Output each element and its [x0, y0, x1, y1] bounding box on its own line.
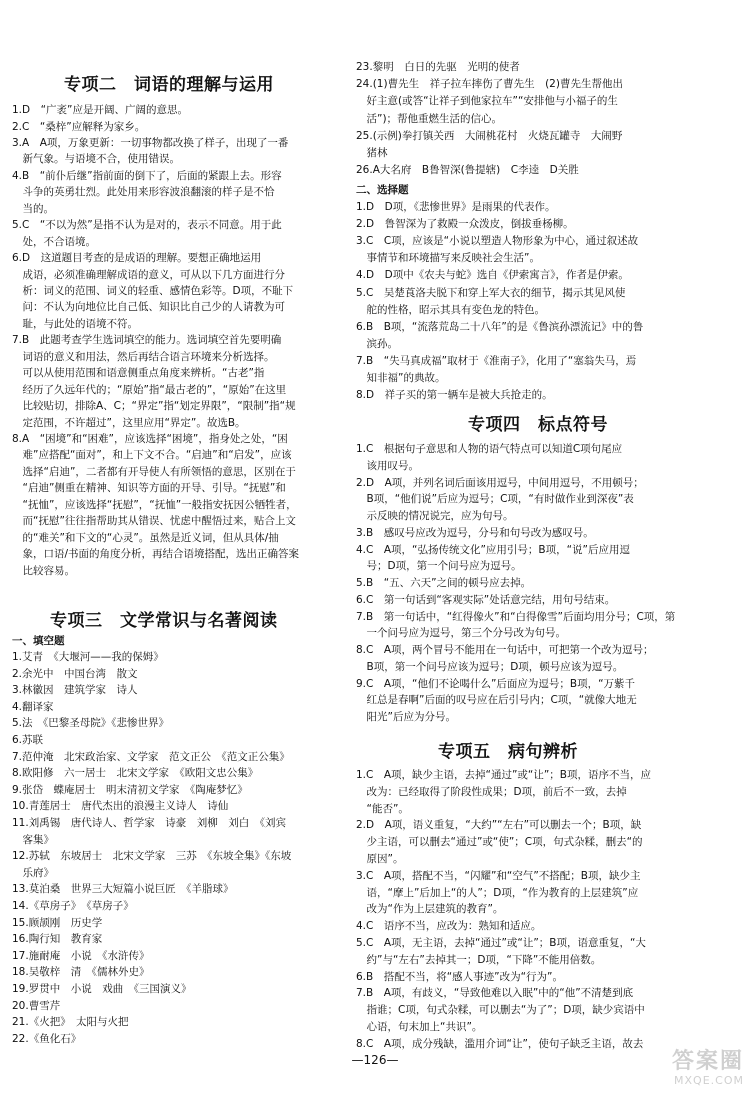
page-number: —126—: [351, 1053, 399, 1067]
answer-line: 选择“启迪”，二者都有开导使人有所领悟的意思，区别在于: [12, 465, 296, 478]
answer-line: 5.法 《巴黎圣母院》《悲惨世界》: [12, 717, 170, 730]
answer-line: 析：词义的范围、词义的轻重、感情色彩等。D项，不耻下: [12, 284, 294, 297]
answer-line: 6.B B项，“流落荒岛二十八年”的是《鲁滨孙漂流记》中的鲁: [356, 320, 644, 333]
answer-line: 示反映的情况说完，应为句号。: [356, 510, 514, 522]
answer-line: 成语，必须准确理解成语的意义，可从以下几方面进行分: [12, 268, 285, 281]
answer-line: 8.A “困境”和“困难”，应该选择“困境”，指身处之处，“困: [12, 433, 288, 445]
answer-line: 6.D 这道题目考查的是成语的理解。要想正确地运用: [12, 252, 262, 264]
heading-section-5: 专项五 病句辨析: [438, 742, 578, 762]
heading-section-2: 专项二 词语的理解与运用: [64, 75, 274, 95]
answer-line: 6.C 第一句话到“客观实际”处话意完结，用句号结束。: [356, 593, 616, 606]
heading-section-3: 专项三 文学常识与名著阅读: [50, 611, 278, 631]
answer-line: 活”)；帮他重燃生活的信心。: [356, 112, 503, 125]
answer-line: 4.D D项中《农夫与蛇》选自《伊索寓言》，作者是伊索。: [356, 269, 629, 282]
watermark-text: 答案圈: [671, 1049, 744, 1074]
answer-line: 9.C A项，“他们不论喝什么”后面应为逗号；B项，“万紫千: [356, 677, 636, 690]
answer-line: “能否”。: [356, 802, 409, 815]
answer-line: 7.B 此题考查学生选词填空的能力。选词填空首先要明确: [12, 334, 282, 347]
answer-line: 13.莫泊桑 世界三大短篇小说巨匠 《羊脂球》: [12, 883, 234, 896]
answer-line: 经历了久远年代的；“原始”指“最古老的”，“原始”在这里: [12, 383, 287, 396]
answer-line: 8.C A项，两个冒号不能用在一句话中，可把第一个改为逗号；: [356, 644, 654, 656]
answer-line: 号；D项，第一个问号应为逗号。: [356, 560, 522, 573]
answer-line: 4.B “前仆后继”指前面的倒下了，后面的紧跟上去。形容: [12, 169, 282, 182]
heading-section-4: 专项四 标点符号: [468, 415, 608, 435]
answer-line: 7.范仲淹 北宋政治家、文学家 范文正公 《范文正公集》: [12, 750, 290, 763]
answer-line: 新气象。与语境不合，使用错误。: [12, 153, 180, 166]
answer-line: 20.曹雪芹: [12, 999, 61, 1012]
answer-line: B项，“他们说”后应为逗号；C项，“有时做作业到深夜”表: [356, 493, 634, 506]
answer-line: 4.C 语序不当，应改为：熟知和适应。: [356, 920, 542, 933]
answer-line: 23.黎明 白日的先驱 光明的使者: [356, 61, 520, 73]
answer-line: 8.C A项，成分残缺，滥用介词“让”，使句子缺乏主语，故去: [356, 1037, 644, 1050]
answer-line: 14.《草房子》 《草房子》: [12, 900, 134, 912]
answer-line: 6.苏联: [12, 734, 44, 746]
answer-line: 问：不认为向地位比自己低、知识比自己少的人请教为可: [12, 301, 285, 314]
answer-line: 16.陶行知 教育家: [12, 933, 103, 946]
answer-line: 定范围，不许超过”，这里应用“界定”。故选B。: [12, 416, 246, 429]
answer-line: 4.C A项，“弘扬传统文化”应用引号；B项，“说”后应用逗: [356, 543, 630, 556]
answer-line: 22.《鱼化石》: [12, 1032, 82, 1045]
answer-line: 指谁；C项，句式杂糅，可以删去“为了”；D项，缺少宾语中: [356, 1004, 645, 1017]
answer-line: 18.吴敬梓 清 《儒林外史》: [12, 966, 150, 979]
answer-line: 象，口语/书面的角度分析，再结合语境搭配，选出正确答案: [12, 548, 300, 561]
answer-line: 4.翻译家: [12, 700, 54, 713]
answer-line: 1.C 根据句子意思和人物的语气特点可以知道C项句尾应: [356, 443, 623, 455]
answer-line: 1.C A项，缺少主语，去掉“通过”或“让”；B项，语序不当，应: [356, 769, 651, 781]
answer-line: 3.C C项，应该是“小说以塑造人物形象为中心，通过叙述故: [356, 235, 639, 248]
answer-line: 乐府》: [12, 866, 54, 879]
answer-line: 的“难关”和下文的“心灵”。虽然是近义词，但从具体/抽: [12, 531, 279, 544]
answer-line: 6.B 搭配不当，将“感人事迹”改为“行为”。: [356, 970, 563, 983]
answer-line: 3.C A项，搭配不当，“闪耀”和“空气”不搭配；B项，缺少主: [356, 869, 641, 882]
answer-line: 25.(示例)拳打镇关西 大闹桃花村 火烧瓦罐寺 大闹野: [356, 129, 623, 142]
answer-line: 难”应搭配“面对”，和上下文不合。“启迪”和“启发”，应该: [12, 449, 292, 462]
answer-line: 事情节和环境描写来反映社会生活”。: [356, 252, 540, 265]
fill-in-label: 一、填空题: [12, 635, 65, 647]
answer-line: 改为：已经取得了阶段性成果；D项，前后不一致，去掉: [356, 785, 627, 798]
answer-line: “启迪”侧重在精神、知识等方面的开导、引导。“抚慰”和: [12, 482, 286, 495]
answer-line: 5.C 吴楚莨洛夫脱下和穿上军大衣的细节，揭示其见风使: [356, 286, 626, 299]
watermark-url: MXQE.COM: [674, 1074, 744, 1087]
answer-line: 红总是春啊”后面的叹号应在后引号内；C项，“就像大地无: [356, 694, 637, 707]
answer-line: 比较容易。: [12, 564, 75, 577]
answer-line: B项，第一个问号应该为逗号；D项，顿号应该为逗号。: [356, 660, 624, 673]
answer-line: 7.B “失马真成福”取材于《淮南子》，化用了“塞翁失马，焉: [356, 354, 637, 367]
answer-line: 原因”。: [356, 853, 404, 865]
answer-line: 可以从使用范围和语意侧重点角度来辨析。“古老”指: [12, 367, 265, 380]
answer-line: 15.顾颉刚 历史学: [12, 916, 103, 929]
answer-line: 3.A A项，万象更新：一切事物都改换了样子，出现了一番: [12, 136, 289, 149]
answer-line: 9.张岱 蝶庵居士 明末清初文学家 《陶庵梦忆》: [12, 783, 248, 796]
answer-line: 处，不合语境。: [12, 235, 96, 248]
answer-line: 12.苏轼 东坡居士 北宋文学家 三苏 《东坡全集》《东坡: [12, 850, 292, 863]
answer-line: 斗争的英勇壮烈。此处用来形容波浪翻滚的样子是不恰: [12, 186, 275, 199]
answer-line: 2.D A项，语义重复，“大约”“左右”可以删去一个；B项，缺: [356, 819, 642, 832]
answer-line: 10.青莲居士 唐代杰出的浪漫主义诗人 诗仙: [12, 800, 229, 813]
answer-line: 一个问号应为逗号，第三个分号改为句号。: [356, 627, 566, 640]
answer-line: 2.D A项，并列名词后面该用逗号，中间用逗号，不用顿号；: [356, 476, 644, 489]
answer-line: 2.D 鲁智深为了救殿一众泼皮，倒拔垂杨柳。: [356, 218, 574, 231]
answer-line: 比较贴切，排除A、C；“界定”指“划定界限”，“限制”指“规: [12, 400, 296, 413]
answer-line: 5.C “不以为然”是指不认为是对的，表示不同意。用于此: [12, 219, 282, 232]
answer-line: 11.刘禹锡 唐代诗人、哲学家 诗豪 刘柳 刘白 《刘宾: [12, 817, 286, 829]
answer-line: 语，“摩上”后加上“的人”；D项，“作为教育的上层建筑”应: [356, 886, 639, 899]
watermark-logo: [624, 1050, 744, 1090]
answer-line: 21.《火把》 太阳与火把: [12, 1016, 129, 1029]
answer-line: 7.B A项，有歧义，“导致他难以入眠”中的“他”不清楚到底: [356, 987, 634, 1000]
answer-line: 1.D D项，《悲惨世界》是雨果的代表作。: [356, 201, 556, 213]
answer-line: 24.(1)曹先生 祥子拉车摔伤了曹先生 (2)曹先生帮他出: [356, 78, 623, 91]
answer-line: 3.B 感叹号应改为逗号，分号和句号改为感叹号。: [356, 526, 594, 539]
answer-line: 改为“作为上层建筑的教育”。: [356, 903, 504, 916]
answer-line: 8.D 祥子买的第一辆车是被大兵抢走的。: [356, 389, 553, 402]
answer-line: 3.林徽因 建筑学家 诗人: [12, 684, 138, 697]
answer-line: 阳光”后应为分号。: [356, 711, 456, 723]
answer-line: 19.罗贯中 小说 戏曲 《三国演义》: [12, 983, 192, 995]
answer-line: 少主语，可以删去“通过”或“使”；C项，句式杂糅，删去“的: [356, 836, 643, 849]
answer-line: 7.B 第一句话中，“红得像火”和“白得像雪”后面均用分号；C项，第: [356, 610, 676, 623]
answer-line: 客集》: [12, 833, 54, 846]
answer-line: 约”与“左右”去掉其一；D项，“下降”不能用倍数。: [356, 953, 602, 966]
answer-line: 当的。: [12, 202, 54, 215]
answer-line: 而“抚慰”往往指帮助其从错误、忧虑中醒悟过来，贴合上文: [12, 515, 296, 528]
answer-line: 舵的性格，昭示其具有变色龙的特色。: [356, 303, 545, 316]
answer-line: 2.C “桑梓”应解释为家乡。: [12, 120, 146, 133]
answer-line: 26.A大名府 B鲁智深(鲁提辖) C李逵 D关胜: [356, 164, 579, 177]
answer-line: 耻，与此处的语境不符。: [12, 317, 138, 330]
answer-line: “抚恤”，应该选择“抚慰”，“抚恤”一般指安抚因公牺牲者，: [12, 498, 297, 511]
answer-line: 猪林: [356, 147, 388, 159]
answer-line: 1.艾青 《大堰河——我的保姆》: [12, 651, 164, 663]
answer-line: 2.余光中 中国台湾 散文: [12, 667, 138, 680]
answer-line: 知非福”的典故。: [356, 372, 446, 384]
choice-label: 二、选择题: [356, 184, 409, 196]
answer-line: 滨孙。: [356, 337, 398, 350]
answer-line: 心语，句末加上“共识”。: [356, 1021, 483, 1033]
answer-line: 5.C A项，无主语，去掉“通过”或“让”；B项，语意重复，“大: [356, 937, 646, 949]
answer-line: 5.B “五、六天”之间的顿号应去掉。: [356, 577, 532, 589]
answer-line: 该用叹号。: [356, 459, 419, 472]
answer-line: 好主意(或答“让祥子到他家拉车”“安排他与小福子的生: [356, 95, 618, 108]
answer-line: 8.欧阳修 六一居士 北宋文学家 《欧阳文忠公集》: [12, 767, 259, 780]
answer-line: 1.D “广袤”应是开阔、广阔的意思。: [12, 104, 188, 116]
answer-line: 词语的意义和用法，然后再结合语言环境来分析选择。: [12, 350, 275, 363]
answer-line: 17.施耐庵 小说 《水浒传》: [12, 949, 150, 962]
